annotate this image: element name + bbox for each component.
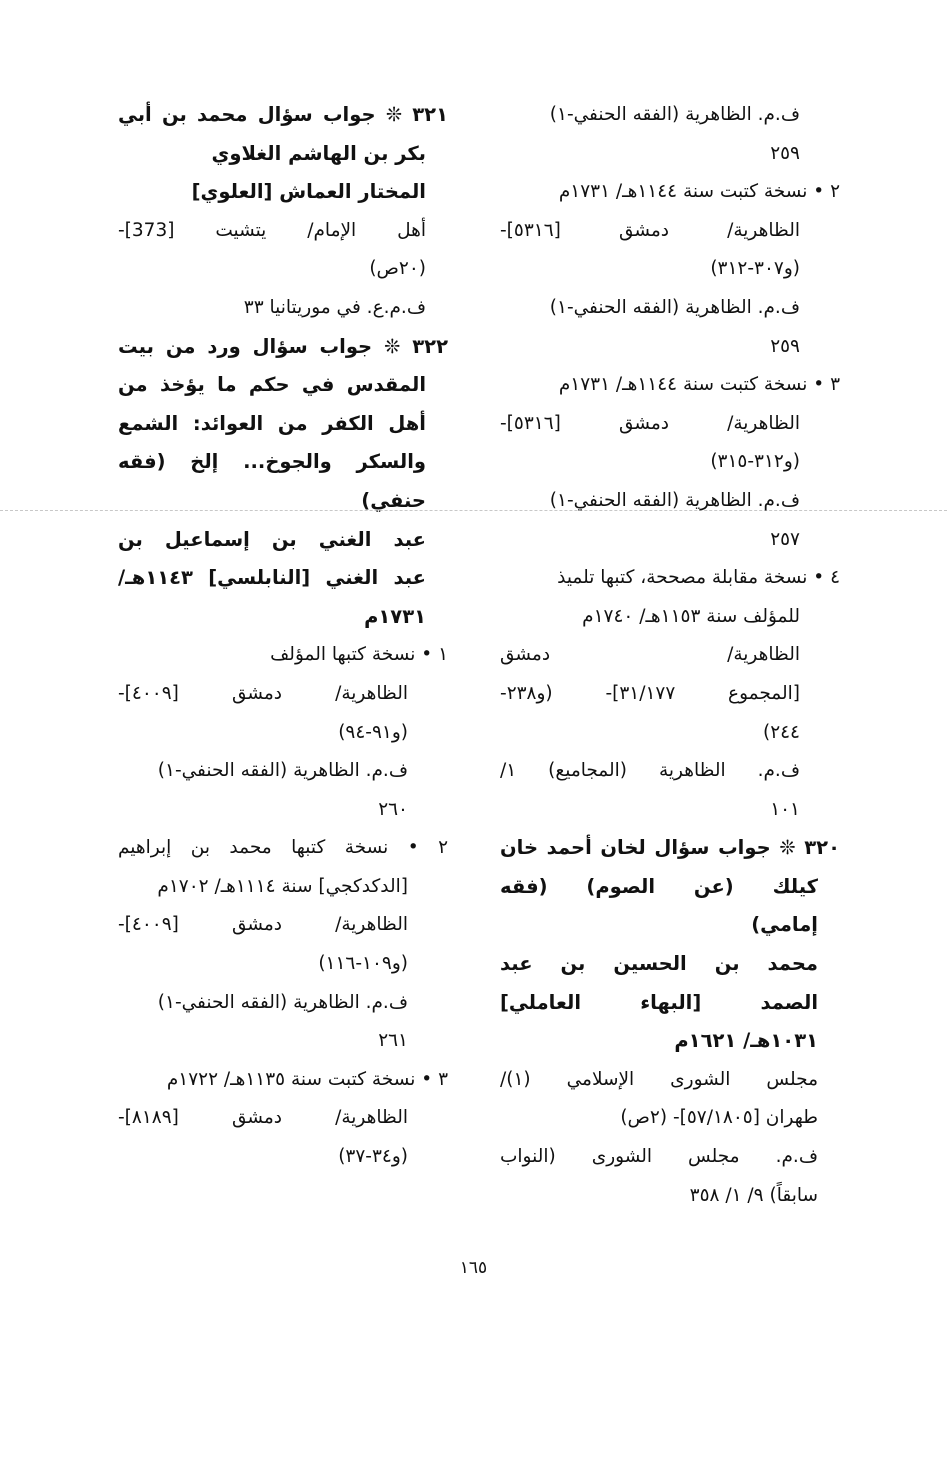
right-column-line: ف.م. مجلس الشورى (النواب — [500, 1146, 818, 1168]
left-column-line: ٢٦٠ — [378, 798, 408, 820]
page-number: ١٦٥ — [459, 1258, 488, 1278]
right-column-line: ٢ • نسخة كتبت سنة ١١٤٤هـ/ ١٧٣١م — [558, 181, 840, 203]
left-column-line: الظاهرية/ دمشق [٤٠٠٩]- — [118, 682, 408, 704]
right-column — [500, 96, 840, 1215]
left-column-line: ف.م. الظاهرية (الفقه الحنفي-١) — [157, 991, 408, 1013]
right-column-line: الظاهرية/ دمشق [٥٣١٦]- — [500, 219, 800, 241]
left-column-line: (٢٠ص) — [369, 258, 426, 280]
right-column-line: ٢٥٩ — [770, 335, 800, 357]
left-column-line: عبد الغني [النابلسي] ١١٤٣هـ/ — [118, 566, 426, 590]
left-column-line: الظاهرية/ دمشق [٨١٨٩]- — [118, 1107, 408, 1129]
left-column-line: المقدس في حكم ما يؤخذ من — [118, 373, 426, 397]
left-column-line: ٢ • نسخة كتبها محمد بن إبراهيم — [118, 837, 448, 859]
right-column-line: ١٠٣١هـ/ ١٦٢١م — [674, 1029, 818, 1053]
left-column-line: [الدكدكجي] سنة ١١١٤هـ/ ١٧٠٢م — [157, 875, 408, 897]
right-column-line: [المجموع ٣١/١٧٧]- (و٢٣٨- — [500, 682, 800, 704]
left-column-line: ف.م.ع. في موريتانيا ٣٣ — [243, 296, 426, 318]
right-column-line: الظاهرية/ دمشق — [500, 644, 800, 666]
right-column-line: ٢٥٧ — [770, 528, 800, 550]
right-column-line: مجلس الشورى الإسلامي (١)/ — [500, 1068, 818, 1090]
right-column-line: ١٠١ — [770, 798, 800, 820]
right-column-line: ف.م. الظاهرية (المجاميع) ١/ — [500, 760, 800, 782]
right-column-line: ٣٢٠ ❊ جواب سؤال لخان أحمد خان — [500, 836, 840, 860]
right-column-line: ٣ • نسخة كتبت سنة ١١٤٤هـ/ ١٧٣١م — [558, 374, 840, 396]
left-column-line: المختار العماش [العلوي] — [191, 180, 426, 204]
right-column-line: سابقاً) ٩/ ١/ ٣٥٨ — [689, 1184, 818, 1206]
left-column-line: ٣٢٢ ❊ جواب سؤال ورد من بيت — [118, 334, 448, 358]
right-column-line: ف.م. الظاهرية (الفقه الحنفي-١) — [549, 296, 800, 318]
right-column-line: ف.م. الظاهرية (الفقه الحنفي-١) — [549, 489, 800, 511]
right-column-line: الصمد [البهاء العاملي] — [500, 990, 818, 1014]
left-column-line: ٣٢١ ❊ جواب سؤال محمد بن أبي — [118, 103, 448, 126]
left-column-line: ١٧٣١م — [364, 604, 426, 628]
right-column-line: ٢٤٤) — [762, 721, 800, 743]
right-column-line: ف.م. الظاهرية (الفقه الحنفي-١) — [549, 104, 800, 125]
right-column-line: ٤ • نسخة مقابلة مصححة، كتبها تلميذ — [557, 567, 840, 589]
right-column-line: إمامي) — [751, 913, 818, 937]
left-column-line: حنفي) — [361, 488, 426, 512]
left-column-line: ١ • نسخة كتبها المؤلف — [270, 644, 448, 666]
left-column-line: (و٣٤-٣٧) — [338, 1146, 408, 1168]
left-column-line: أهل الإمام/ يتشيت [373]- — [118, 219, 426, 241]
right-column-line: (و٣١٢-٣١٥) — [710, 451, 800, 473]
right-column-line: (و٣٠٧-٣١٢) — [710, 258, 800, 280]
right-column-line: طهران [٥٧/١٨٠٥]- (٢ص) — [620, 1107, 818, 1129]
left-column-line: والسكر والجوخ... إلخ (فقه — [118, 450, 426, 474]
left-column-line: الظاهرية/ دمشق [٤٠٠٩]- — [118, 914, 408, 936]
left-column-line: (و١٠٩-١١٦) — [318, 953, 408, 975]
left-column-line: ٢٦١ — [378, 1030, 408, 1052]
left-column-line: ٣ • نسخة كتبت سنة ١١٣٥هـ/ ١٧٢٢م — [166, 1068, 448, 1090]
left-column — [118, 96, 448, 1177]
right-column-line: ٢٥٩ — [770, 142, 800, 164]
left-column-line: ف.م. الظاهرية (الفقه الحنفي-١) — [157, 760, 408, 782]
left-column-line: أهل الكفر من العوائد: الشمع — [118, 411, 426, 435]
right-column-line: الظاهرية/ دمشق [٥٣١٦]- — [500, 412, 800, 434]
left-column-line: بكر بن الهاشم الغلاوي — [211, 141, 426, 165]
left-column-line: (و٩١-٩٤) — [338, 721, 408, 743]
right-column-line: محمد بن الحسين بن عبد — [500, 952, 818, 976]
right-column-line: للمؤلف سنة ١١٥٣هـ/ ١٧٤٠م — [582, 605, 800, 627]
left-column-line: عبد الغني بن إسماعيل بن — [118, 527, 426, 551]
right-column-line: كيلك (عن الصوم) (فقه — [500, 874, 818, 898]
